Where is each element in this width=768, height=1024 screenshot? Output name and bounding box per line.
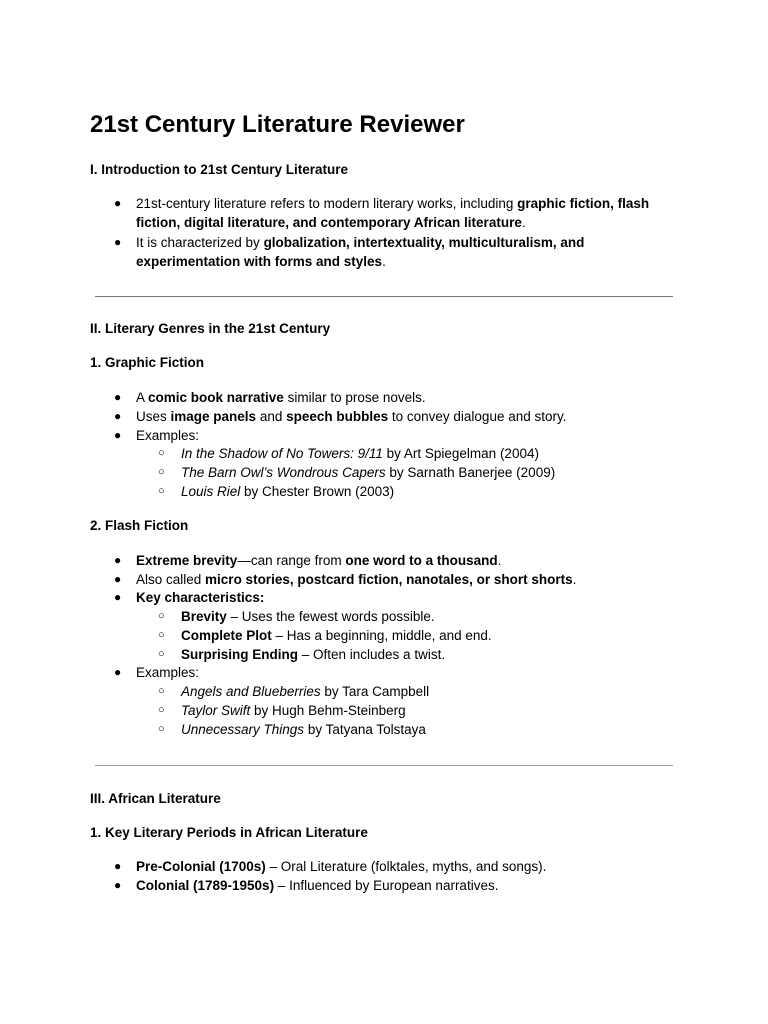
sub-bullet-icon: ○ [158,629,165,641]
characteristic-desc: – Uses the fewest words possible. [226,609,435,624]
example-item [181,682,681,701]
work-title: Angels and Blueberries [181,684,321,699]
item-emphasis: comic book narrative [148,390,284,405]
work-title: Louis Riel [181,484,241,499]
item-text: . [497,553,502,568]
characteristic-item [181,645,681,664]
work-author: by Hugh Behm-Steinberg [250,703,406,718]
item-text: 21st-century literature refers to modern literary works, including [136,196,518,211]
period-term: Colonial (1789-1950s) [136,878,275,893]
work-author: by Art Spiegelman (2004) [382,446,539,461]
characteristic-term: Complete Plot [181,628,272,643]
document-title: 21st Century Literature Reviewer [90,111,465,138]
item-text: Also called [136,572,206,587]
bullet-icon: ● [114,665,122,679]
item-emphasis: Key characteristics: [136,590,265,605]
bullet-icon: ● [114,235,122,249]
list-item [136,388,676,407]
subsection-heading-literary-periods: 1. Key Literary Periods in African Literature [90,825,368,840]
period-desc: – Influenced by European narratives. [274,878,499,893]
section-heading-introduction: I. Introduction to 21st Century Literature [90,162,349,177]
characteristic-desc: – Has a beginning, middle, and end. [271,628,492,643]
item-text: similar to prose novels. [283,390,426,405]
bullet-icon: ● [114,390,122,404]
item-emphasis: globalization, intertextuality, multiculturalism, and experimentation with forms and styles [136,235,585,269]
item-text: Uses [136,409,171,424]
period-desc: – Oral Literature (folktales, myths, and songs). [265,859,547,874]
list-item-key-characteristics [136,588,676,607]
sub-bullet-icon: ○ [158,685,165,697]
characteristic-desc: – Often includes a twist. [298,647,446,662]
period-item [136,857,676,876]
list-item-examples-label: Examples: [136,665,200,680]
horizontal-divider [95,765,673,766]
bullet-icon: ● [114,428,122,442]
item-text: . [521,215,526,230]
item-emphasis: image panels [170,409,257,424]
example-item [181,701,681,720]
sub-bullet-icon: ○ [158,704,165,716]
item-text: . [572,572,577,587]
period-item [136,876,676,895]
example-item [181,720,681,739]
work-title: In the Shadow of No Towers: 9/11 [181,446,383,461]
work-author: by Tatyana Tolstaya [304,722,426,737]
example-item [181,482,681,501]
list-item [136,233,676,271]
bullet-icon: ● [114,859,122,873]
sub-bullet-icon: ○ [158,610,165,622]
section-heading-african-literature: III. African Literature [90,791,221,806]
sub-bullet-icon: ○ [158,447,165,459]
item-emphasis: one word to a thousand [345,553,498,568]
example-item [181,444,681,463]
characteristic-term: Brevity [181,609,227,624]
list-item [136,570,676,589]
bullet-icon: ● [114,878,122,892]
item-emphasis: Extreme brevity [136,553,238,568]
section-heading-genres: II. Literary Genres in the 21st Century [90,321,331,336]
subsection-heading-flash-fiction: 2. Flash Fiction [90,518,189,533]
sub-bullet-icon: ○ [158,485,165,497]
bullet-icon: ● [114,572,122,586]
bullet-icon: ● [114,553,122,567]
list-item [136,407,676,426]
item-text: and [256,409,287,424]
item-emphasis: speech bubbles [286,409,389,424]
list-item [136,551,676,570]
characteristic-item [181,607,681,626]
list-item [136,194,676,232]
subsection-heading-graphic-fiction: 1. Graphic Fiction [90,355,205,370]
sub-bullet-icon: ○ [158,466,165,478]
work-title: Taylor Swift [181,703,251,718]
work-title: Unnecessary Things [181,722,305,737]
example-item [181,463,681,482]
item-emphasis: micro stories, postcard fiction, nanotales, or short shorts [205,572,573,587]
item-text: —can range from [237,553,346,568]
bullet-icon: ● [114,590,122,604]
work-author: by Sarnath Banerjee (2009) [385,465,556,480]
list-item-examples-label: Examples: [136,428,200,443]
bullet-icon: ● [114,409,122,423]
sub-bullet-icon: ○ [158,648,165,660]
bullet-icon: ● [114,196,122,210]
characteristic-item [181,626,681,645]
item-text: A [136,390,149,405]
characteristic-term: Surprising Ending [181,647,298,662]
item-text: . [382,254,386,269]
work-author: by Tara Campbell [320,684,430,699]
sub-bullet-icon: ○ [158,723,165,735]
item-emphasis: graphic fiction, flash fiction, digital literature, and contemporary African literature [136,196,650,230]
period-term: Pre-Colonial (1700s) [136,859,266,874]
horizontal-divider [95,296,673,297]
work-title: The Barn Owl’s Wondrous Capers [181,465,386,480]
item-text: to convey dialogue and story. [388,409,567,424]
work-author: by Chester Brown (2003) [240,484,395,499]
item-text: It is characterized by [136,235,264,250]
